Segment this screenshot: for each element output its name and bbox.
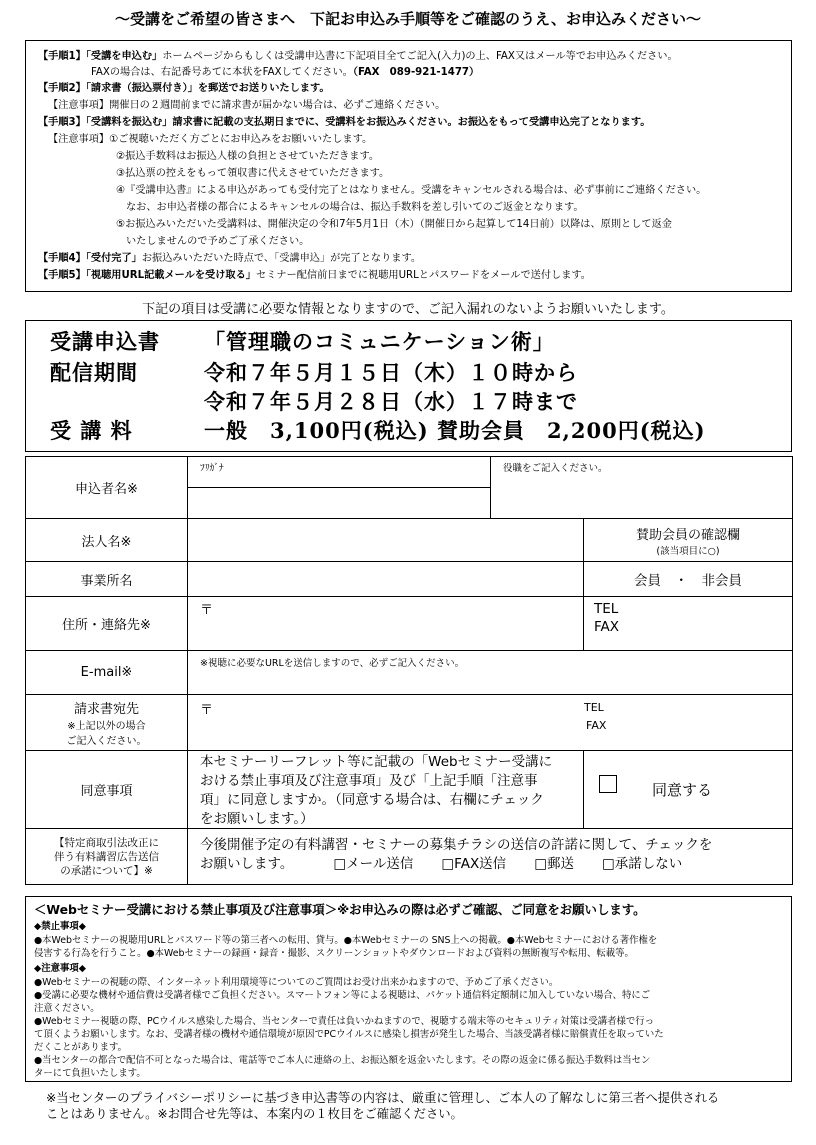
opt-decline[interactable]: □承諾しない bbox=[601, 856, 683, 872]
consent-text-cell bbox=[188, 751, 584, 829]
page-title: ～受講をご希望の皆さまへ 下記お申込み手順等をご確認のうえ、お申込みください～ bbox=[115, 10, 701, 28]
member-confirm-label: 賛助会員の確認欄 bbox=[635, 527, 740, 543]
prohibited-heading: ◆禁止事項◆ bbox=[34, 921, 86, 932]
opt-post[interactable]: □郵送 bbox=[534, 856, 574, 872]
fill-note: 下記の項目は受講に必要な情報となりますので、ご記入漏れのないようお願いいたします。 bbox=[142, 302, 674, 317]
fee-value: 一般 3,100円(税込) 賛助会員 2,200円(税込) bbox=[204, 418, 706, 443]
law-options-cell bbox=[188, 829, 793, 885]
member-confirm-cell bbox=[584, 519, 793, 562]
member-options[interactable]: 会員 ・ 非会員 bbox=[584, 562, 793, 597]
corp-label: 法人名※ bbox=[26, 519, 188, 562]
address-field[interactable] bbox=[188, 597, 584, 651]
address-label: 住所・連絡先※ bbox=[26, 597, 188, 651]
billing-postal-mark: 〒 bbox=[200, 703, 214, 718]
position-label: 役職をご記入ください。 bbox=[503, 463, 608, 474]
checkbox-icon bbox=[599, 775, 617, 793]
notes-title: ＜Webセミナー受講における禁止事項及び注意事項＞※お申込みの際は必ずご確認、ご同意をお願いします。 bbox=[34, 902, 646, 917]
opt-mail[interactable]: □メール送信 bbox=[333, 856, 414, 872]
law-label-2: 伴う有料講習広告送信 bbox=[54, 850, 159, 863]
caution-2: ●受講に必要な機材や通信費は受講者様でご負担ください。スマートフォン等による視聴は、パケット通信料定額制に加入していない場合、特にご bbox=[34, 990, 651, 1001]
consent-line-4: をお願いします。） bbox=[200, 811, 314, 827]
step5-heading: 【手順5】「視聴用URL記載メールを受け取る」 bbox=[38, 270, 256, 281]
law-label-3: の承諾について】※ bbox=[60, 864, 153, 877]
applicant-label: 申込者名※ bbox=[26, 457, 188, 519]
prohibited-text-1: ●本Webセミナーの視聴用URLとパスワード等の第三者への転用、貸与。●本Webセミナーの SNS上への掲載。●本Webセミナーにおける著作権を bbox=[34, 935, 658, 946]
step3-heading: 【手順3】「受講料を振込む」請求書に記載の支払期日までに、受講料をお振込みください。お振込をもって受講申込完了となります。 bbox=[38, 117, 651, 128]
billing-field[interactable] bbox=[188, 695, 793, 751]
billing-label: 請求書宛先 bbox=[73, 702, 139, 717]
fee-label: 受 講 料 bbox=[50, 418, 133, 443]
privacy-line-1: ※当センターのプライバシーポリシーに基づき申込書等の内容は、厳重に管理し、ご本人の了解なしに第三者へ提供される bbox=[46, 1091, 720, 1105]
step1-fax-text: FAXの場合は、右記番号あてに本状をFAXしてください。 bbox=[91, 67, 353, 78]
step1-line bbox=[38, 50, 678, 64]
consent-label: 同意事項 bbox=[26, 751, 188, 829]
consent-line-2: おける禁止事項及び注意事項」及び「上記手順「注意事 bbox=[200, 773, 538, 789]
caution-3: ●Webセミナー視聴の際、PCウイルス感染した場合、当センターで責任は負いかねますので、視聴する端末等のセキュリティ対策は受講者様で行っ bbox=[34, 1016, 655, 1027]
agree-label: 同意する bbox=[652, 781, 713, 799]
consent-line-3: 項」に同意しますか。（同意する場合は、右欄にチェック bbox=[200, 792, 544, 808]
law-text: 今後開催予定の有料講習・セミナーの募集チラシの送信の許諾に関して、チェックを bbox=[200, 837, 713, 853]
billing-fax-label: FAX bbox=[586, 719, 607, 732]
step3-note-5: ⑤お振込みいただいた受講料は、開催決定の令和7年5月1日（木）（開催日から起算して14日前）以降は、原則として返金 bbox=[116, 219, 672, 230]
billing-label-cell bbox=[26, 695, 188, 751]
position-field[interactable] bbox=[491, 457, 793, 519]
office-label: 事業所名 bbox=[26, 562, 188, 597]
course-header-box bbox=[25, 320, 792, 452]
law-label-1: 【特定商取引法改正に bbox=[54, 836, 159, 849]
notes-box bbox=[25, 896, 792, 1082]
tel-label: TEL bbox=[594, 601, 619, 617]
form-title: 受講申込書 bbox=[50, 329, 160, 354]
fax-label: FAX bbox=[594, 619, 620, 635]
caution-1: ●Webセミナーの視聴の際、インターネット利用環境等についてのご質問はお受け出来かねますので、予めご了承ください。 bbox=[34, 977, 559, 988]
caution-4b: ターにて負担いたします。 bbox=[34, 1068, 146, 1079]
step4-line bbox=[38, 252, 421, 266]
consent-line-1: 本セミナーリーフレット等に記載の「Webセミナー受講に bbox=[200, 754, 553, 770]
postal-mark: 〒 bbox=[200, 603, 214, 618]
furigana-field[interactable] bbox=[188, 457, 491, 488]
step4-heading: 【手順4】「受付完了」 bbox=[38, 253, 142, 264]
caution-3b: て頂くようお願いします。なお、受講者様の機材や通信環境が原因でPCウイルスに感染し損害が発生した場合、当該受講者様に賠償責任を取っていた bbox=[34, 1029, 664, 1040]
step1-text: ホームページからもしくは受講申込書に下記項目全てご記入(入力)の上、FAX又はメール等でお申込みください。 bbox=[162, 51, 678, 62]
opt-fax[interactable]: □FAX送信 bbox=[441, 856, 507, 872]
fax-number: （FAX 089-921-1477） bbox=[352, 67, 480, 78]
step2-note: 【注意事項】開催日の２週間前までに請求書が届かない場合は、必ずご連絡ください。 bbox=[48, 100, 446, 111]
step5-line bbox=[38, 269, 591, 283]
caution-heading: ◆注意事項◆ bbox=[34, 963, 86, 974]
step3-note-3: ③払込票の控えをもって領収書に代えさせていただきます。 bbox=[116, 168, 390, 179]
billing-tel-label: TEL bbox=[584, 701, 604, 714]
step4-text: お振込みいただいた時点で、「受講申込」が完了となります。 bbox=[141, 253, 422, 264]
law-label-cell bbox=[26, 829, 188, 885]
email-field[interactable] bbox=[188, 651, 793, 695]
caution-4: ●当センターの都合で配信不可となった場合は、電話等でご本人に連絡の上、お振込額を返金いたします。その際の返金に係る振込手数料は当セン bbox=[34, 1055, 651, 1066]
period-start: 令和７年５月１５日（木）１０時から bbox=[204, 360, 578, 385]
step1-heading: 【手順1】「受講を申込む」 bbox=[38, 51, 163, 62]
contact-field[interactable] bbox=[584, 597, 793, 651]
furigana-label: ﾌﾘｶﾞﾅ bbox=[200, 463, 224, 474]
procedure-box bbox=[25, 40, 792, 292]
agree-checkbox[interactable] bbox=[599, 775, 617, 797]
billing-sub-1: ※上記以外の場合 bbox=[67, 721, 146, 732]
period-end: 令和７年５月２８日（水）１７時まで bbox=[204, 389, 578, 414]
prohibited-text-2: 侵害する行為を行うこと。●本Webセミナーの録画・録音・撮影、スクリーンショットやダウンロードおよび資料の無断複写や転用、転載等。 bbox=[34, 948, 634, 959]
step3-note-5b: いたしませんので予めご了承ください。 bbox=[126, 236, 310, 247]
consent-check-cell bbox=[584, 751, 793, 829]
office-field[interactable] bbox=[188, 562, 584, 597]
step3-note-1: 【注意事項】①ご視聴いただく方ごとにお申込みをお願いいたします。 bbox=[48, 134, 373, 145]
step5-text: セミナー配信前日までに視聴用URLとパスワードをメールで送付します。 bbox=[255, 270, 591, 281]
step3-note-4b: なお、お申込者様の都合によるキャンセルの場合は、振込手数料を差し引いてのご返金となります。 bbox=[126, 202, 584, 213]
email-label: E-mail※ bbox=[26, 651, 188, 695]
privacy-line-2: ことはありません。※お問合せ先等は、本案内の１枚目をご確認ください。 bbox=[46, 1107, 463, 1121]
step1-fax-line bbox=[91, 66, 479, 80]
email-note: ※視聴に必要なURLを送信しますので、必ずご記入ください。 bbox=[200, 658, 465, 669]
course-name: 「管理職のコミュニケーション術」 bbox=[204, 329, 555, 354]
billing-sub-2: ご記入ください。 bbox=[66, 736, 147, 747]
step3-note-4: ④『受講申込書』による申込があっても受付完了とはなりません。受講をキャンセルされる場合は、必ず事前にご連絡ください。 bbox=[116, 185, 707, 196]
step2-heading: 【手順2】「請求書（振込票付き）」を郵送でお送りいたします。 bbox=[38, 83, 330, 94]
application-form bbox=[25, 456, 793, 885]
caution-3c: だくことがあります。 bbox=[34, 1042, 127, 1053]
applicant-name-field[interactable] bbox=[188, 488, 491, 519]
law-text-2: お願いします。 bbox=[200, 856, 294, 872]
period-label: 配信期間 bbox=[50, 360, 138, 385]
caution-2b: 注意ください。 bbox=[34, 1003, 100, 1014]
member-confirm-sub: (該当項目に○) bbox=[656, 545, 720, 557]
step3-note-2: ②振込手数料はお振込人様の負担とさせていただきます。 bbox=[116, 151, 380, 162]
corp-field[interactable] bbox=[188, 519, 584, 562]
